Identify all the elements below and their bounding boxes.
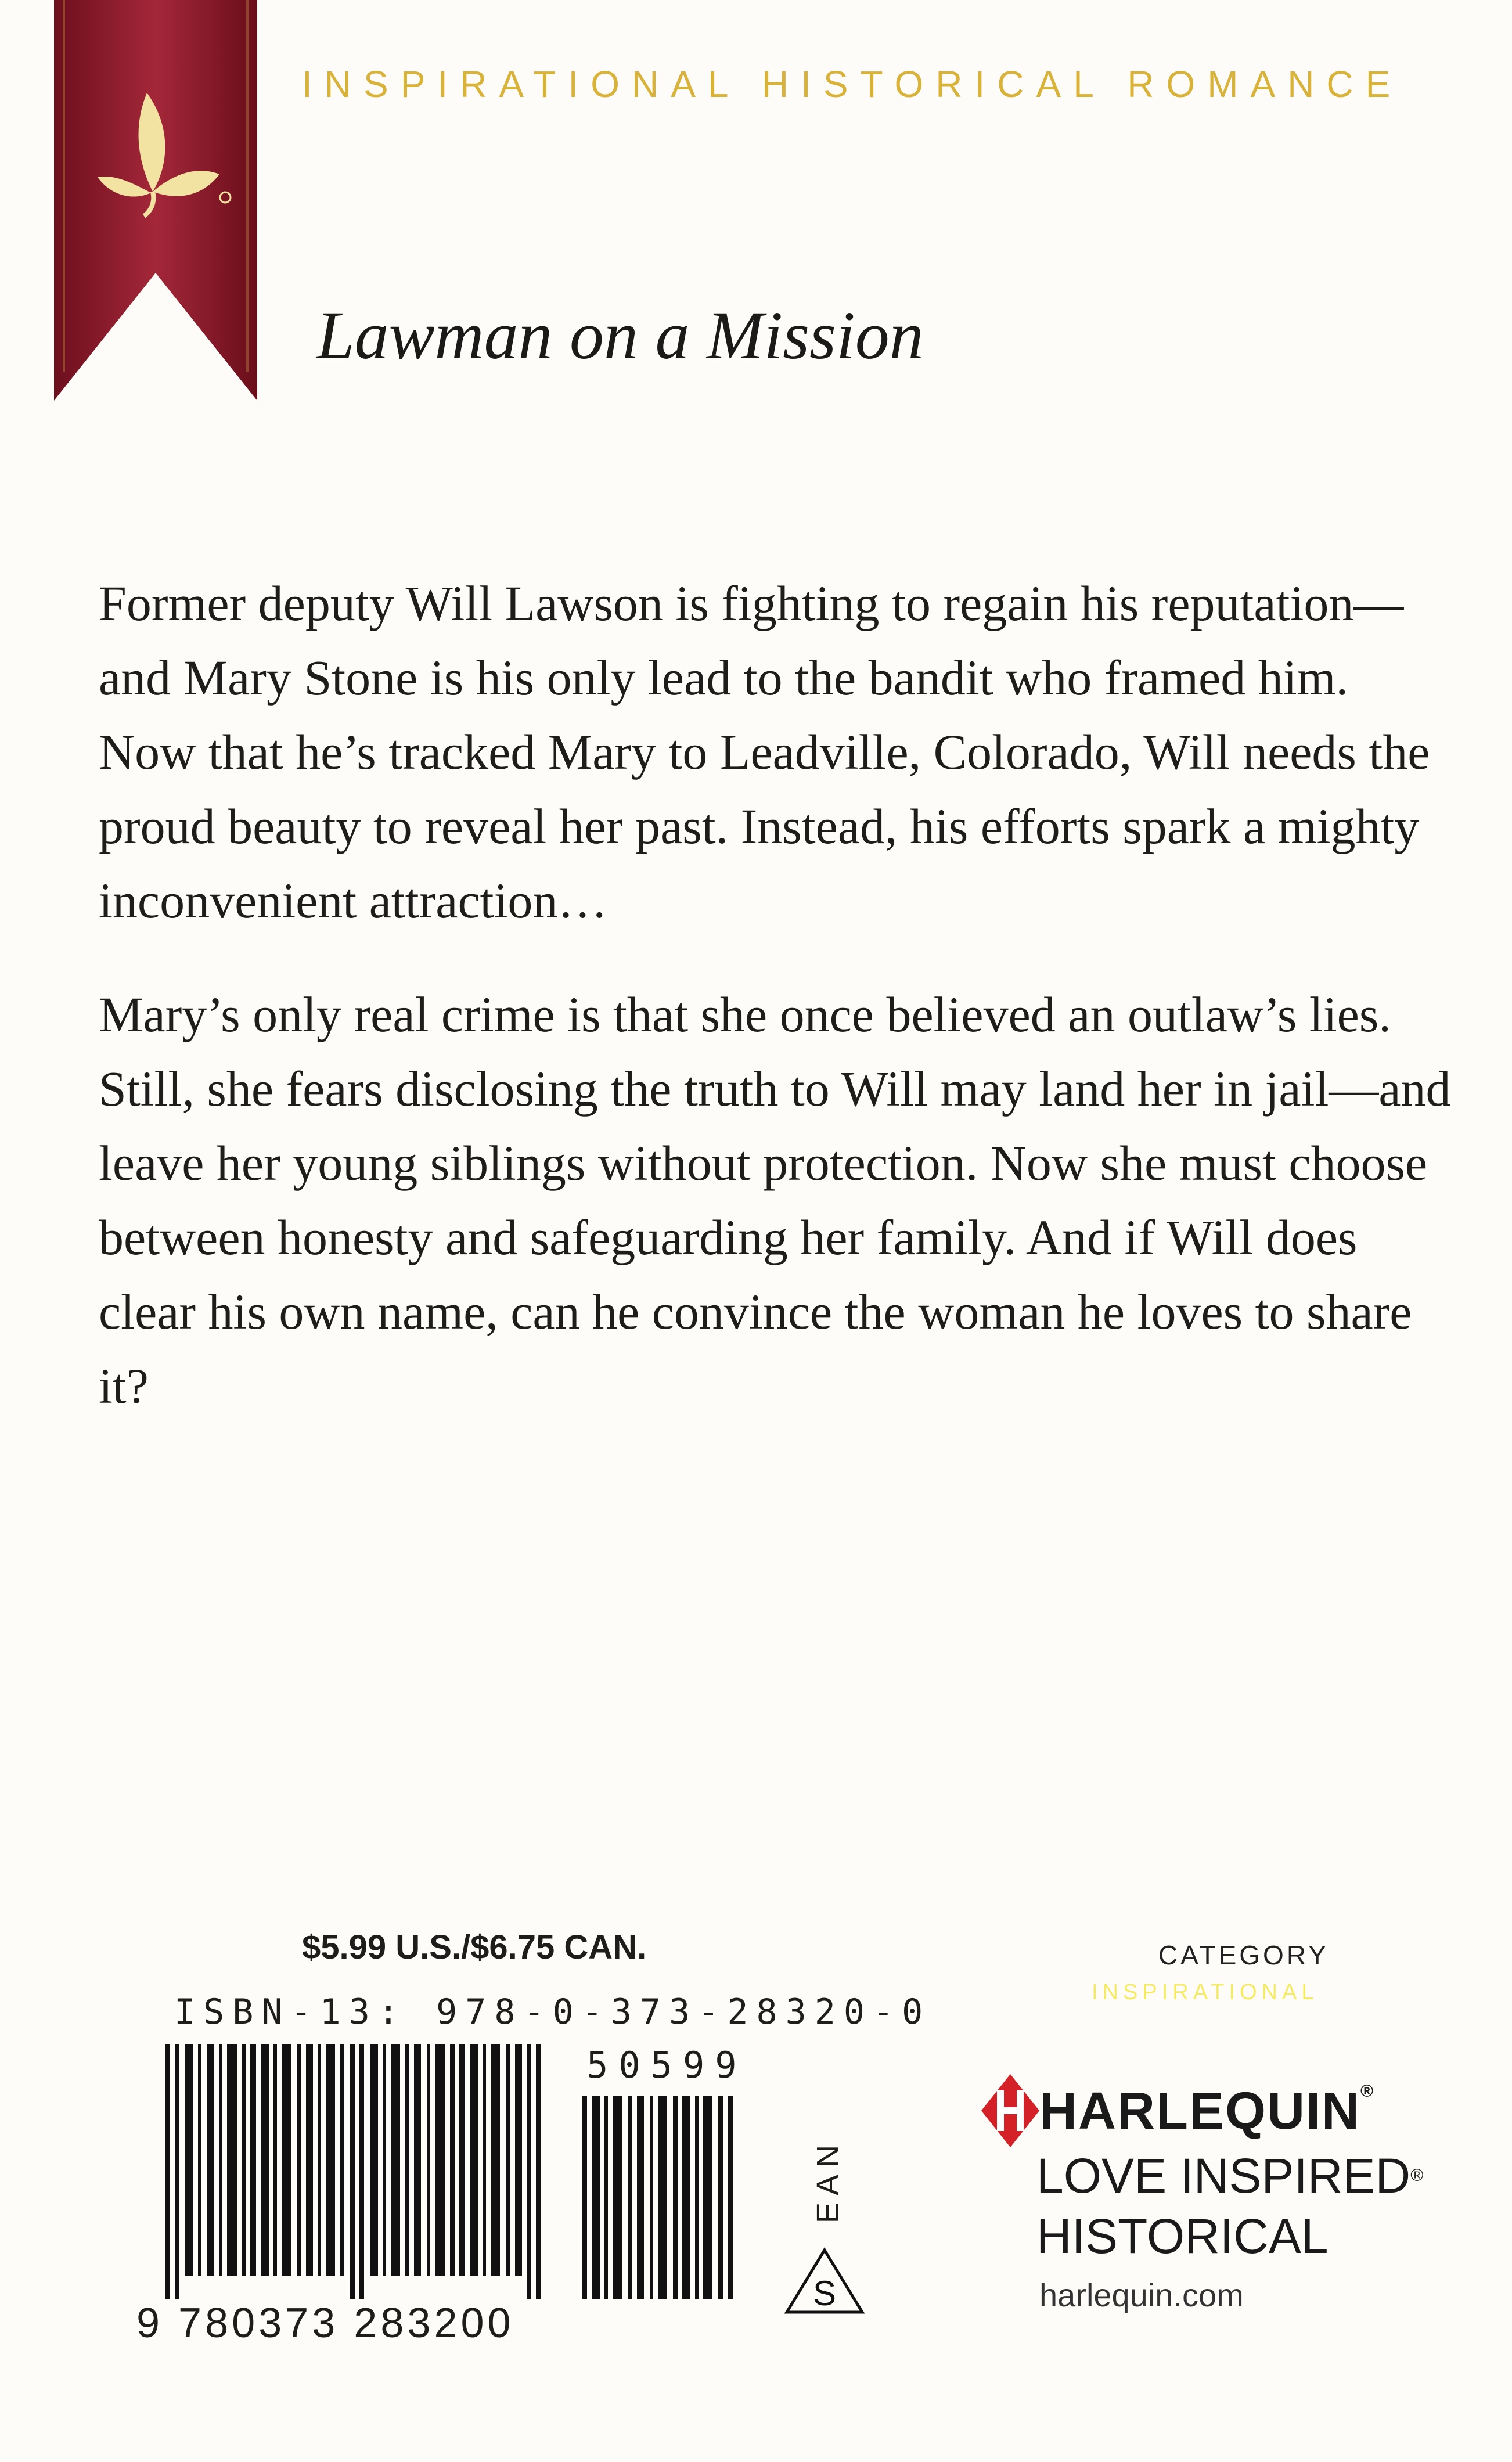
publisher-name: HARLEQUIN®: [1039, 2082, 1375, 2140]
description-paragraph: Mary’s only real crime is that she once believed an outlaw’s lies. Still, she fears disclosing the truth to Will may land her in jail—and leave her young siblings without protection. Now she must choose between honesty and safeguarding her family. And if Will does clear his own name, can he convince the woman he loves to share it?: [99, 987, 1451, 1414]
barcode-digits: 9 780373 283200: [136, 2300, 514, 2346]
series-label: INSPIRATIONAL HISTORICAL ROMANCE: [302, 63, 1403, 105]
harlequin-diamond-logo-icon: [978, 2073, 1042, 2148]
s-triangle-icon: [784, 2247, 865, 2317]
book-title: Lawman on a Mission: [316, 297, 924, 373]
isbn: ISBN-13: 978-0-373-28320-0: [174, 1992, 931, 2032]
imprint-line: HISTORICAL: [1036, 2209, 1329, 2263]
imprint: [1036, 2146, 1423, 2266]
publisher-website[interactable]: harlequin.com: [1039, 2277, 1244, 2313]
category-value: INSPIRATIONAL: [1092, 1980, 1319, 2004]
category-label: CATEGORY: [1158, 1940, 1329, 1970]
description-paragraph: Former deputy Will Lawson is fighting to regain his reputation—and Mary Stone is his only lead to the bandit who framed him. Now that he’s tracked Mary to Leadville, Colorado, Will needs the proud beauty to reveal her past. Instead, his efforts spark a mighty inconvenient attraction…: [99, 575, 1430, 928]
imprint-line: LOVE INSPIRED®: [1036, 2148, 1424, 2203]
s-mark-text: S: [812, 2274, 837, 2313]
ribbon-bookmark: [51, 0, 260, 406]
price: $5.99 U.S./$6.75 CAN.: [302, 1928, 647, 1966]
ean-label: EAN: [811, 2137, 845, 2223]
description: [99, 566, 1452, 1463]
barcode-addon-number: 50599: [586, 2044, 747, 2086]
